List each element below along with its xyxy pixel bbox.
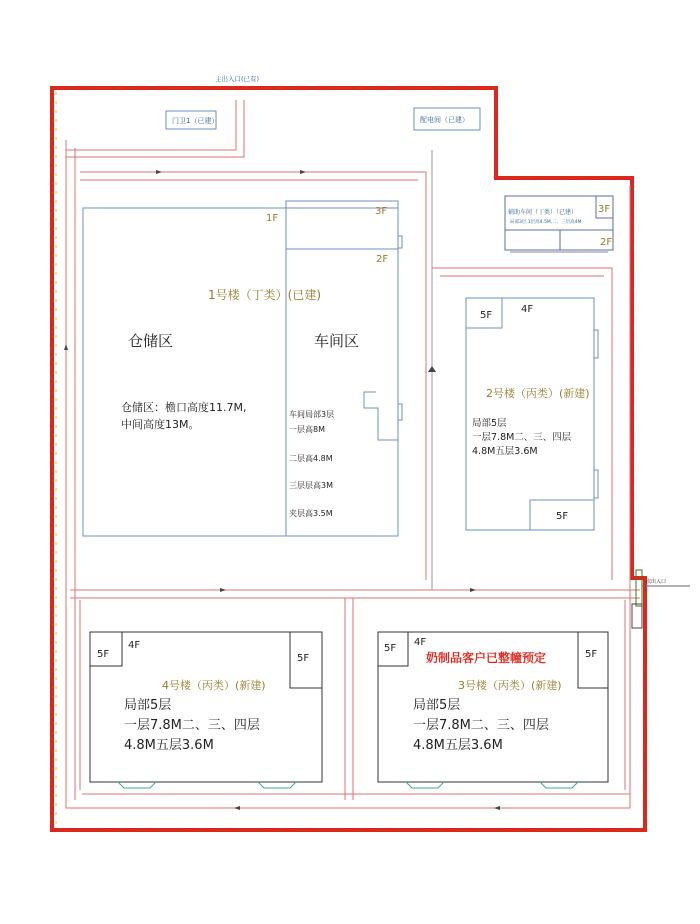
power-room-label: 配电间（已建） (420, 116, 469, 124)
b4-note-2: 一层7.8M二、三、四层 (124, 718, 260, 733)
b3-title: 3号楼（丙类）(新建) (458, 679, 562, 692)
b2-floor-4f: 4F (521, 304, 534, 315)
b2-note-2: 一层7.8M二、三、四层 (472, 432, 572, 443)
b2-title: 2号楼（丙类）(新建) (486, 387, 590, 400)
b1-workshop-note-2: 一层高8M (289, 425, 325, 434)
b3-floor-5f-right: 5F (585, 649, 598, 660)
guard-house-label: 门卫1（已建） (172, 117, 219, 125)
b3-floor-4f: 4F (414, 637, 427, 648)
b1-storage-note-1: 仓储区：檐口高度11.7M, (121, 401, 247, 414)
b1-floor-2f: 2F (376, 254, 389, 265)
b4-note-3: 4.8M五层3.6M (124, 738, 214, 753)
b1-workshop-note-3: 二层高4.8M (289, 454, 333, 463)
b2-note-1: 局部5层 (472, 418, 507, 429)
b2-floor-5f-top: 5F (480, 310, 493, 321)
b1-workshop-note-4: 三层层高3M (289, 481, 333, 490)
b1-title: 1号楼（丁类）(已建) (208, 288, 321, 302)
b1-floor-3f: 3F (375, 206, 388, 217)
b4-floor-4f: 4F (128, 640, 141, 651)
b1-workshop-note-5: 夹层高3.5M (289, 509, 333, 518)
b4-title: 4号楼（丙类）(新建) (162, 679, 266, 692)
b3-note-3: 4.8M五层3.6M (413, 738, 503, 753)
b3-reserved-note: 奶制品客户已整幢预定 (426, 651, 547, 665)
b3-note-1: 局部5层 (413, 698, 461, 713)
building-1 (83, 201, 402, 536)
b4-note-1: 局部5层 (124, 698, 172, 713)
b1-storage-note-2: 中间高度13M。 (121, 418, 200, 431)
b1-storage-title: 仓储区 (128, 332, 174, 350)
aux-floor-2f: 2F (600, 237, 613, 248)
entrance-label: 主出入口(已有) (215, 75, 260, 83)
b1-workshop-title: 车间区 (314, 332, 360, 350)
b1-workshop-note-1: 车间局部3层 (289, 410, 335, 419)
aux-floor-3f: 3F (598, 204, 611, 215)
b2-note-3: 4.8M五层3.6M (472, 446, 538, 457)
b3-note-2: 一层7.8M二、三、四层 (413, 718, 549, 733)
aux-title: 辅助车间（丁类）（已建） (508, 209, 578, 216)
b2-floor-5f-bottom: 5F (556, 511, 569, 522)
b1-floor-1f: 1F (266, 213, 279, 224)
aux-sublabel: 局部3层,1层高4.5M,二、三层高4M (510, 220, 582, 225)
road-arrows (64, 170, 500, 810)
b4-floor-5f-right: 5F (297, 653, 310, 664)
b3-floor-5f-left: 5F (384, 643, 397, 654)
b4-floor-5f-left: 5F (97, 649, 110, 660)
side-gate-label: 次出入口 (646, 579, 667, 585)
building-2 (466, 298, 598, 530)
